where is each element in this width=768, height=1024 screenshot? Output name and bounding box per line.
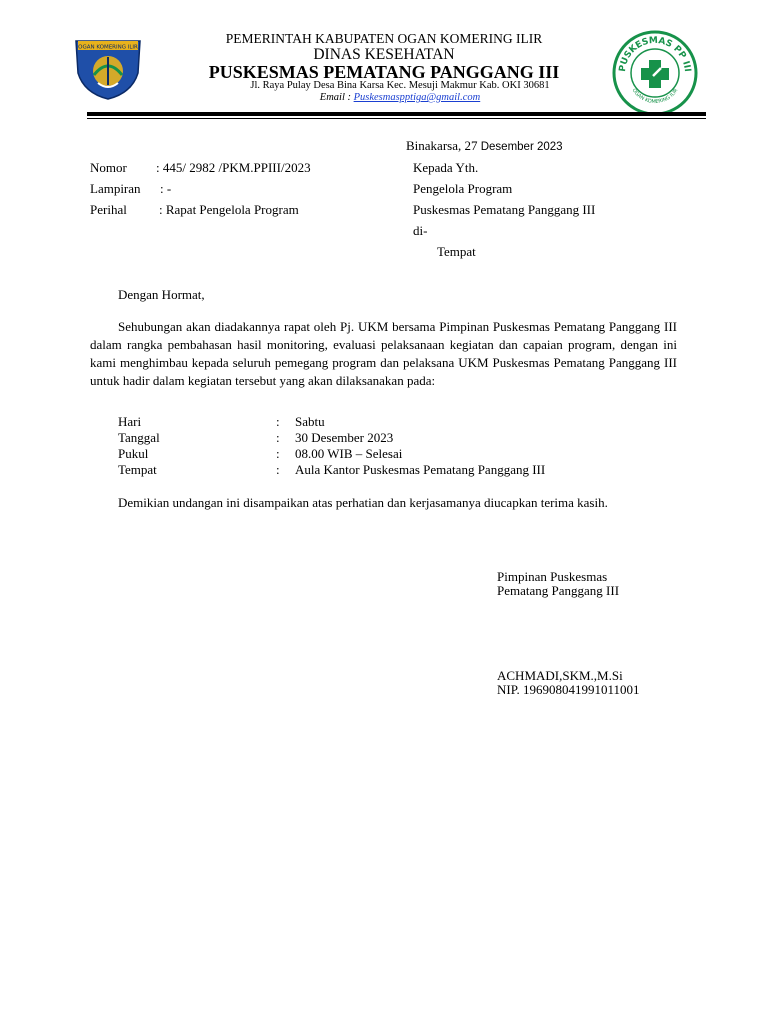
signatory-nip: NIP. 196908041991011001 xyxy=(497,682,640,697)
greeting: Dengan Hormat, xyxy=(118,287,205,302)
detail-colon: : xyxy=(276,430,280,445)
detail-label-tanggal: Tanggal xyxy=(118,430,160,445)
detail-colon: : xyxy=(276,414,280,429)
closing-paragraph: Demikian undangan ini disampaikan atas perhatian dan kerjasamanya diucapkan terima kasih. xyxy=(118,495,608,510)
email-link[interactable]: Puskesmaspptiga@gmail.com xyxy=(353,92,481,103)
date-text: Desember 2023 xyxy=(480,141,563,153)
agency-name: DINAS KESEHATAN xyxy=(313,46,455,63)
detail-value-tanggal: 30 Desember 2023 xyxy=(295,430,394,445)
recipient-line-1: Kepada Yth. xyxy=(413,160,479,175)
header-divider-thick xyxy=(87,112,706,116)
puskesmas-logo xyxy=(612,30,698,116)
detail-value-tempat: Aula Kantor Puskesmas Pematang Panggang III xyxy=(295,462,546,477)
signature-title-2: Pematang Panggang III xyxy=(497,583,620,598)
email-label: Email : xyxy=(319,92,354,103)
signature-title-1: Pimpinan Puskesmas xyxy=(497,569,608,584)
perihal-label: Perihal xyxy=(90,202,127,217)
lampiran-label: Lampiran xyxy=(90,181,141,196)
detail-colon: : xyxy=(276,446,280,461)
nomor-value: : 445/ 2982 /PKM.PPIII/2023 xyxy=(156,160,311,175)
perihal-value: : Rapat Pengelola Program xyxy=(159,202,299,217)
recipient-line-5: Tempat xyxy=(437,244,476,259)
recipient-line-3: Puskesmas Pematang Panggang III xyxy=(413,202,596,217)
recipient-line-2: Pengelola Program xyxy=(413,181,513,196)
puskesmas-name: PUSKESMAS PEMATANG PANGGANG III xyxy=(208,62,560,82)
left-logo-text: OGAN KOMERING ILIR xyxy=(78,44,138,51)
government-name: PEMERINTAH KABUPATEN OGAN KOMERING ILIR xyxy=(225,31,543,46)
detail-label-tempat: Tempat xyxy=(118,462,157,477)
detail-value-hari: Sabtu xyxy=(295,414,325,429)
lampiran-value: : - xyxy=(160,181,172,196)
signatory-name: ACHMADI,SKM.,M.Si xyxy=(497,668,623,683)
detail-label-pukul: Pukul xyxy=(118,446,149,461)
detail-colon: : xyxy=(276,462,280,477)
recipient-line-4: di- xyxy=(413,223,428,238)
body-paragraph: Sehubungan akan diadakannya rapat oleh Pj. UKM bersama Pimpinan Puskesmas Pematang Panggang III dalam rangka pembahasan hasil monitoring, evaluasi pelaksanaan kegiatan dan capaian program, dengan ini kami menghimbau kepada seluruh pemegang program dan pelaksana UKM Puskesmas Pematang Panggang III untuk hadir dalam kegiatan tersebut yang akan dilaksanakan pada: xyxy=(90,319,677,388)
detail-label-hari: Hari xyxy=(118,414,142,429)
header-divider-thin xyxy=(87,118,706,119)
right-logo-text-top: PUSKESMAS PP III xyxy=(617,35,693,73)
nomor-label: Nomor xyxy=(90,160,127,175)
detail-value-pukul: 08.00 WIB – Selesai xyxy=(295,446,403,461)
place-date-text: Binakarsa, 27 xyxy=(406,138,481,153)
address: Jl. Raya Pulay Desa Bina Karsa Kec. Mesuji Makmur Kab. OKI 30681 xyxy=(250,80,550,91)
place-date xyxy=(406,138,563,154)
right-logo-text-bottom: OGAN KOMERING ILIR xyxy=(630,87,680,106)
